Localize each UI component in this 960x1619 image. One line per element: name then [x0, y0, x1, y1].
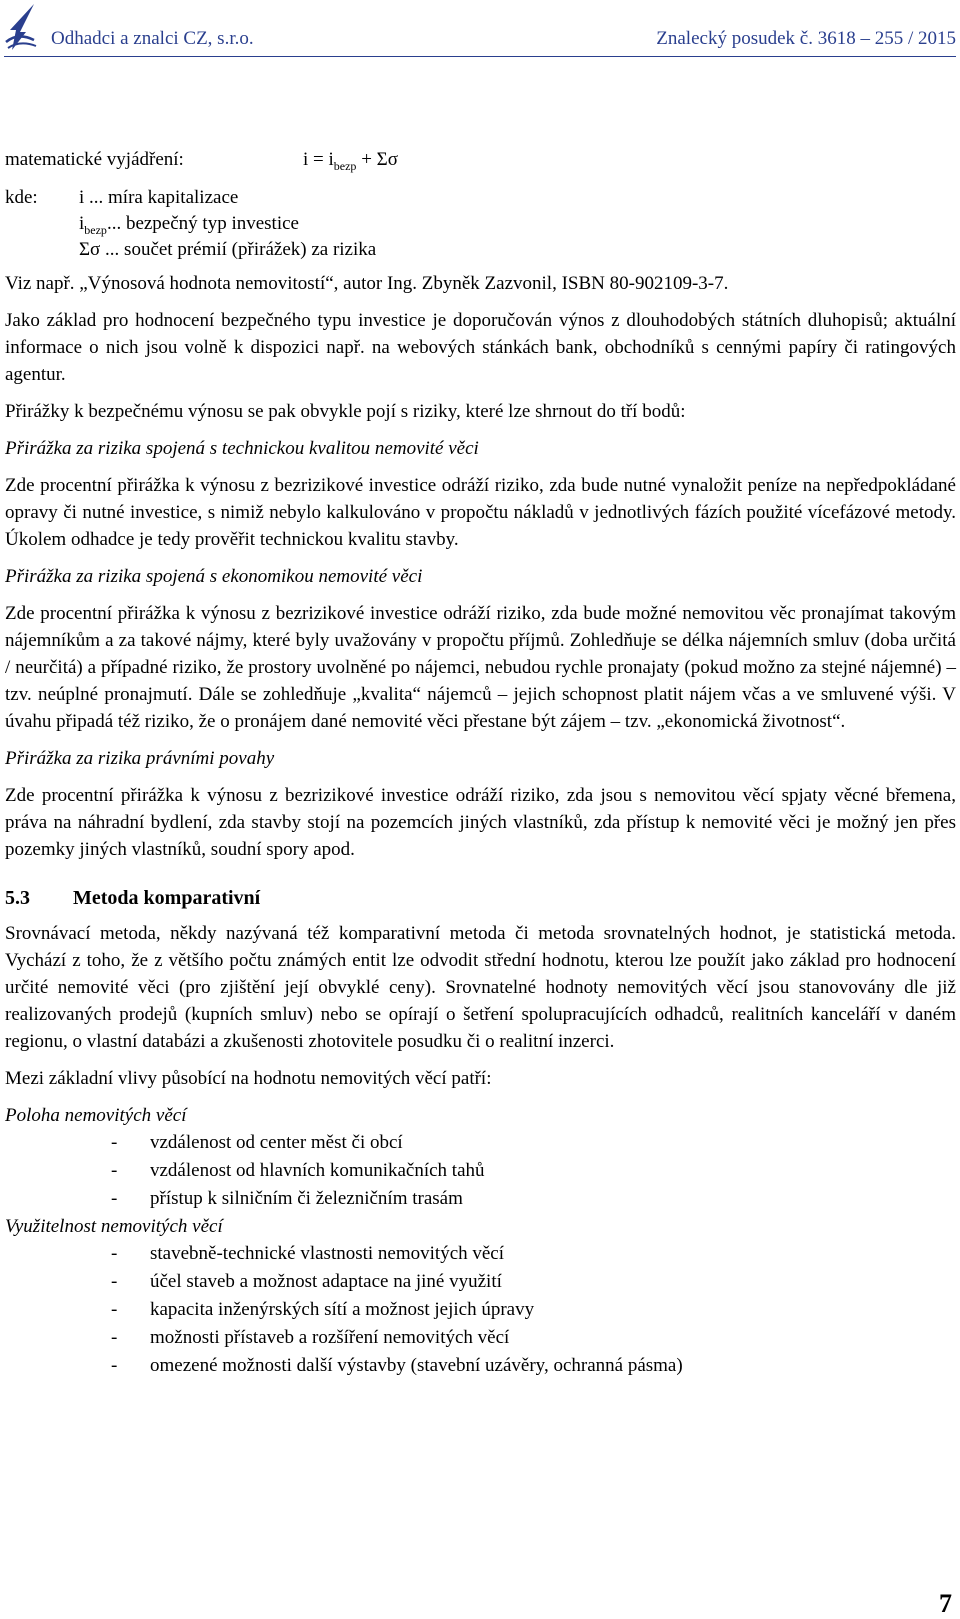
list-item: - účel staveb a možnost adaptace na jiné využití — [111, 1271, 502, 1292]
formula-legend — [5, 184, 956, 268]
paragraph-legal: Zde procentní přirážka k výnosu z bezrizikové investice odráží riziko, zda jsou s nemovitou věcí spjaty věcné břemena, práva na náhradní bydlení, zda stavby stojí na pozemcích jiných vlastníků, zda přístup k nemovité věci je možný jen přes pozemky jiných vlastníků, soudní spory apod. — [5, 785, 956, 860]
group-title-location: Poloha nemovitých věcí — [5, 1105, 187, 1126]
paragraph-surcharges: Přirážky k bezpečnému výnosu se pak obvykle pojí s riziky, které lze shrnout do tří bodů: — [5, 401, 686, 422]
list-item: - vzdálenost od center měst či obcí — [111, 1132, 403, 1153]
legend-label: kde: — [5, 187, 38, 208]
page-content — [5, 146, 956, 1380]
page-header — [0, 0, 960, 62]
list-item: - vzdálenost od hlavních komunikačních tahů — [111, 1160, 485, 1181]
legend-item: $i_{bezp}$... bezpečný typ investice — [79, 213, 299, 237]
paragraph-reference: Viz např. „Výnosová hodnota nemovitostí“, autor Ing. Zbyněk Zazvonil, ISBN 80-902109-3-7. — [5, 273, 729, 294]
section-title: Metoda komparativní — [73, 887, 261, 909]
list-item: - omezené možnosti další výstavby (stavební uzávěry, ochranná pásma) — [111, 1355, 683, 1376]
paragraph-economic: Zde procentní přirážka k výnosu z bezrizikové investice odráží riziko, zda bude možné nemovitou věc pronajímat takovým nájemníkům a za takové nájmy, které byly uvažovány v propočtu příjmů. Zohledňuje se délka nájemních smluv (doba určitá / neurčitá) a případné riziko, že prostory uvolněné po nájemci, nebudou rychle pronajaty (pokud možno za stejné nájemné) – tzv. neúplné pronajmutí. Dále se zohledňuje „kvalita“ nájemců – jejich schopnost platit nájem včas a ve smluvené výši. V úvahu připadá též riziko, že o pronájem dané nemovité věci přestane být zájem – tzv. „ekonomická životnost“. — [5, 603, 956, 732]
formula-expression: $i = i_{bezp} + \Sigma\sigma$ — [303, 149, 398, 173]
formula — [5, 146, 956, 176]
header-rule — [4, 56, 956, 57]
section-heading — [5, 885, 956, 912]
paragraph-technical: Zde procentní přirážka k výnosu z bezrizikové investice odráží riziko, zda bude nutné vynaložit peníze na nepředpokládané opravy či nutné investice, s nimiž nebylo kalkulováno v propočtu nákladů v jednotlivých fázích použité vícefázové metody. Úkolem odhadce je tedy prověřit technickou kvalitu stavby. — [5, 475, 956, 550]
company-logo — [4, 2, 38, 52]
page-number: 7 — [939, 1589, 952, 1618]
subheading-legal: Přirážka za rizika právními povahy — [5, 748, 275, 769]
paragraph-comparative: Srovnávací metoda, někdy nazývaná též komparativní metoda či metoda srovnatelných hodnot, je statistická metoda. Vychází z toho, že z většího počtu známých entit lze odvodit střední hodnotu, kterou lze použít jako základ pro hodnocení určité nemovité věci (pro zjištění její obvyklé ceny). Srovnatelné hodnoty nemovitých věcí jsou stanovovány dle již realizovaných prodejů (kupních smluv) nebo se opírají o šetření spolupracujících odhadců, realitních kanceláří v daném regionu, o vlastní databázi a zkušenosti zhotovitele posudku či o realitní inzerci. — [5, 923, 956, 1052]
legend-item: i ... míra kapitalizace — [79, 187, 239, 208]
formula-label: matematické vyjádření: — [5, 149, 184, 170]
list-item: - stavebně-technické vlastnosti nemovitých věcí — [111, 1243, 505, 1264]
list-item: - kapacita inženýrských sítí a možnost jejich úpravy — [111, 1299, 535, 1320]
list-item: - možnosti přístaveb a rozšíření nemovitých věcí — [111, 1327, 510, 1348]
subheading-technical: Přirážka za rizika spojená s technickou kvalitou nemovité věci — [5, 438, 479, 459]
legend-item: Σσ ... součet prémií (přirážek) za rizika — [79, 239, 377, 260]
paragraph-base-yield: Jako základ pro hodnocení bezpečného typu investice je doporučován výnos z dlouhodobých státních dluhopisů; aktuální informace o nich jsou volně k dispozici např. na webových stánkách bank, obchodníků s cennými papíry či ratingových agentur. — [5, 310, 956, 385]
paragraph-influences: Mezi základní vlivy působící na hodnotu nemovitých věcí patří: — [5, 1068, 492, 1089]
report-number: Znalecký posudek č. 3618 – 255 / 2015 — [656, 28, 956, 49]
list-item: - přístup k silničním či železničním trasám — [111, 1188, 463, 1209]
subheading-economic: Přirážka za rizika spojená s ekonomikou nemovité věci — [5, 566, 423, 587]
group-title-usability: Využitelnost nemovitých věcí — [5, 1216, 223, 1237]
section-number: 5.3 — [5, 887, 30, 909]
company-name: Odhadci a znalci CZ, s.r.o. — [51, 28, 254, 49]
